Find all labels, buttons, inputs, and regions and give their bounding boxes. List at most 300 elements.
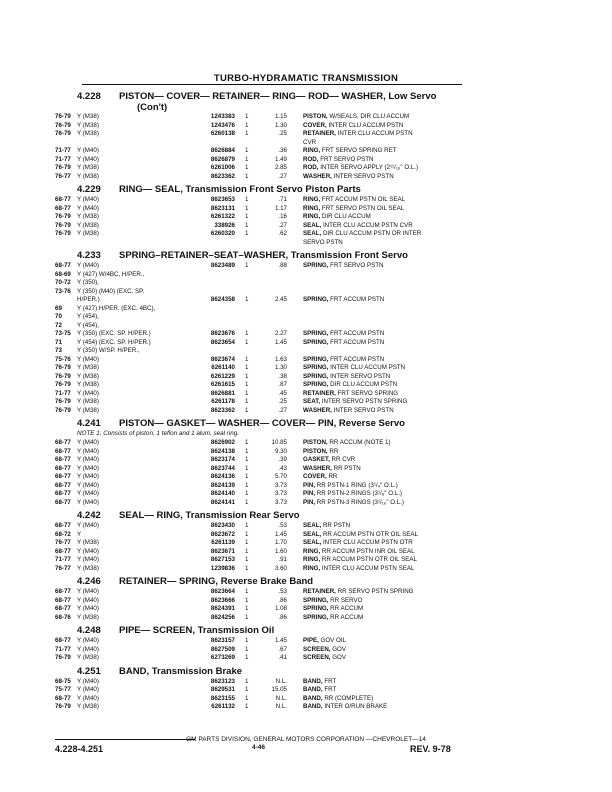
part-number: 6273269 xyxy=(210,654,235,661)
quantity: 1 xyxy=(245,654,249,661)
price: 1.70 xyxy=(274,539,287,546)
price: .36 xyxy=(278,147,287,154)
price: 1.17 xyxy=(274,204,287,212)
price: 1.08 xyxy=(274,605,287,612)
year-range: 76-77 xyxy=(55,564,71,572)
model: Y (M40) xyxy=(77,588,99,595)
section-number: 4.228 xyxy=(77,91,101,102)
part-number: 8624141 xyxy=(210,498,235,506)
year-range: 71 xyxy=(55,338,62,346)
table-row xyxy=(55,473,465,482)
table-row xyxy=(55,522,465,531)
year-range: 68-77 xyxy=(55,456,71,463)
model: Y (M40) xyxy=(77,464,99,472)
section-header xyxy=(55,250,465,262)
year-range: 76-79 xyxy=(55,213,71,220)
year-range: 76-77 xyxy=(55,539,71,546)
year-range: 76-79 xyxy=(55,230,71,237)
model: Y (M40) xyxy=(77,490,99,497)
part-number: 8623744 xyxy=(210,464,235,472)
part-number: 8623155 xyxy=(210,694,235,702)
description: BAND, INTER O/RUN BRAKE xyxy=(303,703,388,710)
section-header xyxy=(55,184,465,196)
year-range: 68-77 xyxy=(55,204,71,212)
section-number: 4.233 xyxy=(77,250,101,261)
year-range: 76-79 xyxy=(55,654,71,661)
model: Y (M40) xyxy=(77,498,99,506)
description: RING, FRT SERVO SPRING RET xyxy=(303,147,397,154)
table-row xyxy=(55,588,465,597)
table-row xyxy=(55,279,465,288)
description: SPRING, FRT ACCUM PSTN xyxy=(303,330,385,337)
part-number: 6260138 xyxy=(210,130,235,137)
quantity: 1 xyxy=(245,338,249,346)
description: WASHER, INTER SERVO PSTN xyxy=(303,406,394,414)
quantity: 1 xyxy=(245,605,249,612)
price: 1.30 xyxy=(274,364,287,371)
price: 1.63 xyxy=(274,355,287,363)
model: Y (M38) xyxy=(77,406,99,414)
model: Y (M40) xyxy=(77,389,99,397)
quantity: 1 xyxy=(245,522,249,529)
quantity: 1 xyxy=(245,330,249,337)
part-number: 8624140 xyxy=(210,490,235,497)
page-title: TURBO-HYDRAMATIC TRANSMISSION xyxy=(213,73,399,84)
parts-list xyxy=(55,88,465,712)
description: RING, FRT ACCUM PSTN OIL SEAL xyxy=(303,196,406,203)
description: SPRING, FRT ACCUM PSTN xyxy=(303,296,385,303)
quantity: 1 xyxy=(245,213,249,220)
quantity: 1 xyxy=(245,439,249,446)
year-range: 68-77 xyxy=(55,605,71,612)
model: Y (350) (EXC. SP. H/PER.) xyxy=(77,330,151,337)
quantity: 1 xyxy=(245,481,249,489)
section-number: 4.229 xyxy=(77,184,101,195)
price: 3.60 xyxy=(274,564,287,572)
price: 3.73 xyxy=(274,498,287,506)
footer-revision: REV. 9-78 xyxy=(410,744,451,754)
year-range: 73-75 xyxy=(55,330,71,337)
quantity: 1 xyxy=(245,398,249,405)
price: .67 xyxy=(278,645,287,653)
model: Y (M40) xyxy=(77,677,99,685)
model: Y xyxy=(77,530,82,538)
header-rule xyxy=(82,84,462,85)
section-number: 4.242 xyxy=(77,510,101,521)
description: RING, INTER CLU ACCUM PSTN SEAL xyxy=(303,564,415,572)
price: .62 xyxy=(278,230,287,237)
model: Y (M40) xyxy=(77,605,99,612)
description: PIN, RR PSTN-3 RINGS (3¹/₁₆" O.L.) xyxy=(303,498,404,506)
part-number: 8624256 xyxy=(210,613,235,621)
price: .53 xyxy=(278,588,287,595)
section-header xyxy=(55,418,465,430)
quantity: 1 xyxy=(245,196,249,203)
part-number: 8623131 xyxy=(210,204,235,212)
part-number: 8623174 xyxy=(210,456,235,463)
year-range: 76-79 xyxy=(55,703,71,710)
price: .91 xyxy=(278,556,287,563)
model: H/PER.) xyxy=(77,296,100,303)
description: SEAL, DIR CLU ACCUM PSTN OR INTER xyxy=(303,230,422,237)
table-row xyxy=(55,339,465,348)
price: 1.49 xyxy=(274,155,287,163)
table-row xyxy=(55,531,465,540)
table-row xyxy=(55,156,465,165)
quantity: 1 xyxy=(245,456,249,463)
part-number: 8623489 xyxy=(210,262,235,269)
model: Y (M38) xyxy=(77,221,99,229)
part-number: 8627509 xyxy=(210,645,235,653)
table-row xyxy=(55,313,465,322)
table-row xyxy=(55,703,465,712)
part-number: 1239836 xyxy=(210,564,235,572)
model: Y (M40) xyxy=(77,473,99,480)
description: SCREEN, GOV xyxy=(303,645,346,653)
model: Y (M40) xyxy=(77,481,99,489)
price: 1.15 xyxy=(274,113,287,120)
table-row xyxy=(55,381,465,390)
description: BAND, RR (COMPLETE) xyxy=(303,694,374,702)
model: Y (M38) xyxy=(77,703,99,710)
price: .41 xyxy=(278,654,287,661)
description: SEAL, INTER CLU ACCUM PSTN CVR xyxy=(303,221,413,229)
part-number: 8626881 xyxy=(210,389,235,397)
price: .53 xyxy=(278,522,287,529)
description: SPRING, RR SERVO xyxy=(303,596,363,604)
year-range: 68-75 xyxy=(55,677,71,685)
part-number: 8623666 xyxy=(210,596,235,604)
table-row xyxy=(55,230,465,239)
year-range: 70-72 xyxy=(55,279,71,286)
model: Y (M40) xyxy=(77,155,99,163)
year-range: 68-77 xyxy=(55,473,71,480)
quantity: 1 xyxy=(245,172,249,180)
price: .16 xyxy=(278,213,287,220)
model: Y (427) W/4BC, H/PER., xyxy=(77,270,145,278)
quantity: 1 xyxy=(245,473,249,480)
table-row xyxy=(55,539,465,548)
year-range: 76-79 xyxy=(55,381,71,388)
model: Y (M38) xyxy=(77,172,99,180)
price: 1.30 xyxy=(274,121,287,129)
table-row xyxy=(55,122,465,131)
part-number: 6261322 xyxy=(210,213,235,220)
model: Y (350), xyxy=(77,279,99,286)
description: RETAINER, FRT SERVO SPRING xyxy=(303,389,399,397)
price: N.L. xyxy=(275,677,287,685)
part-number: 6261139 xyxy=(211,539,235,546)
table-row xyxy=(55,222,465,231)
description: COVER, RR xyxy=(303,473,338,480)
quantity: 1 xyxy=(245,262,249,269)
table-row xyxy=(55,465,465,474)
year-range: 68-77 xyxy=(55,262,71,269)
table-row xyxy=(55,448,465,457)
description: RING, FRT SERVO PSTN OIL SEAL xyxy=(303,204,405,212)
table-row xyxy=(55,565,465,574)
model: Y (454), xyxy=(77,321,99,329)
model: Y (454) (EXC. SP. H/PER.) xyxy=(77,338,151,346)
price: .27 xyxy=(278,172,287,180)
section-header xyxy=(55,666,465,678)
model: Y (M40) xyxy=(77,196,99,203)
description: BAND, FRT xyxy=(303,686,337,693)
price: 5.70 xyxy=(274,473,287,480)
part-number: 8623430 xyxy=(210,522,235,529)
table-row xyxy=(55,678,465,687)
model: Y (M40) xyxy=(77,262,99,269)
table-row xyxy=(55,654,465,663)
model: Y (M40) xyxy=(77,547,99,555)
year-range: 69 xyxy=(55,304,62,312)
price: .45 xyxy=(278,389,287,397)
year-range: 76-79 xyxy=(55,113,71,120)
table-row xyxy=(55,439,465,448)
table-row xyxy=(55,686,465,695)
section-header xyxy=(55,91,465,103)
price: 1.60 xyxy=(274,547,287,555)
price: .25 xyxy=(278,398,287,405)
price: 2.45 xyxy=(274,296,287,303)
part-number: 8623671 xyxy=(210,547,235,555)
table-row xyxy=(55,597,465,606)
price: .25 xyxy=(278,130,287,137)
quantity: 1 xyxy=(245,703,249,710)
table-row xyxy=(55,296,465,305)
year-range: 76-79 xyxy=(55,364,71,371)
quantity: 1 xyxy=(245,530,249,538)
description: SPRING, RR ACCUM xyxy=(303,605,364,612)
year-range: 72 xyxy=(55,321,62,329)
model: Y (M38) xyxy=(77,213,99,220)
part-number: 8626879 xyxy=(210,155,235,163)
description: PIN, RR PSTN-2 RINGS (3¹/₈" O.L.) xyxy=(303,490,402,497)
part-number: 6261132 xyxy=(211,703,235,710)
quantity: 1 xyxy=(245,406,249,414)
section-title: RING— SEAL, Transmission Front Servo Piston Parts xyxy=(119,184,361,195)
description: ROD, FRT SERVO PSTN xyxy=(303,155,374,163)
price: N.L. xyxy=(275,703,287,710)
part-number: 8623362 xyxy=(210,406,235,414)
section-title: RETAINER— SPRING, Reverse Brake Band xyxy=(119,576,314,587)
year-range: 76-79 xyxy=(55,164,71,171)
table-row xyxy=(55,490,465,499)
quantity: 1 xyxy=(245,164,249,171)
price: .27 xyxy=(278,221,287,229)
part-number: 8626902 xyxy=(210,439,235,446)
description: BAND, FRT xyxy=(303,677,337,685)
quantity: 1 xyxy=(245,355,249,363)
year-range: 71-77 xyxy=(55,147,71,154)
model: Y (M38) xyxy=(77,613,99,621)
year-range: 76-79 xyxy=(55,221,71,229)
description: SPRING, RR ACCUM xyxy=(303,613,364,621)
quantity: 1 xyxy=(245,296,249,303)
table-row xyxy=(55,499,465,508)
description: RETAINER, RR SERVO PSTN SPRING xyxy=(303,588,414,595)
quantity: 1 xyxy=(245,556,249,563)
description: SEAT, INTER SERVO PSTN SPRING xyxy=(303,398,408,405)
table-row xyxy=(55,614,465,623)
year-range: 76-79 xyxy=(55,130,71,137)
part-number: 6261006 xyxy=(210,164,235,171)
price: 15.05 xyxy=(271,686,287,693)
model: Y (M40) xyxy=(77,645,99,653)
quantity: 1 xyxy=(245,588,249,595)
quantity: 1 xyxy=(245,147,249,154)
part-number: 6260320 xyxy=(210,230,235,237)
part-number: 8624358 xyxy=(210,296,235,303)
quantity: 1 xyxy=(245,645,249,653)
model: Y (M38) xyxy=(77,654,99,661)
model: Y (M38) xyxy=(77,364,99,371)
year-range: 70 xyxy=(55,313,62,320)
table-row xyxy=(55,356,465,365)
part-number: 8623676 xyxy=(210,330,235,337)
description: SEAL, RR ACCUM PSTN OTR OIL SEAL xyxy=(303,530,418,538)
part-number: 8624138 xyxy=(210,447,235,455)
quantity: 1 xyxy=(245,686,249,693)
year-range: 68-77 xyxy=(55,439,71,446)
footer-page-number: 4-46 xyxy=(252,744,266,751)
table-row xyxy=(55,695,465,704)
table-row xyxy=(55,482,465,491)
part-number: 338926 xyxy=(214,221,235,229)
table-row xyxy=(55,147,465,156)
table-row xyxy=(55,196,465,205)
model: Y (350) (M40) (EXC. SP. xyxy=(77,287,145,295)
model: Y (M40) xyxy=(77,637,99,644)
footer-section-range: 4.228-4.251 xyxy=(55,744,104,754)
model: Y (M40) xyxy=(77,439,99,446)
description: WASHER, INTER SERVO PSTN xyxy=(303,172,394,180)
quantity: 1 xyxy=(245,613,249,621)
year-range: 68-77 xyxy=(55,637,71,644)
table-row xyxy=(55,347,465,356)
model: Y (427) H/PER. (EXC. 4BC), xyxy=(77,304,156,312)
section-header xyxy=(55,625,465,637)
year-range: 68-77 xyxy=(55,498,71,506)
description: SEAL, RR PSTN xyxy=(303,522,351,529)
table-row xyxy=(55,548,465,557)
section-title: PISTON— GASKET— WASHER— COVER— PIN, Reverse Servo xyxy=(119,418,405,429)
price: 2.27 xyxy=(274,330,287,337)
description: SCREEN, GOV xyxy=(303,654,346,661)
price: .43 xyxy=(278,464,287,472)
table-row xyxy=(55,205,465,214)
year-range: 68-77 xyxy=(55,464,71,472)
part-number: 6261178 xyxy=(211,398,235,405)
section-number: 4.241 xyxy=(77,418,101,429)
table-row xyxy=(55,271,465,280)
price: 1.45 xyxy=(274,637,287,644)
model: Y (M40) xyxy=(77,447,99,455)
quantity: 1 xyxy=(245,447,249,455)
year-range: 68-77 xyxy=(55,481,71,489)
table-row xyxy=(55,288,465,297)
model: Y (M38) xyxy=(77,121,99,129)
table-row xyxy=(55,605,465,614)
year-range: 68-77 xyxy=(55,588,71,595)
table-row xyxy=(55,373,465,382)
model: Y (M40) xyxy=(77,596,99,604)
table-row xyxy=(55,646,465,655)
model: Y (M38) xyxy=(77,372,99,380)
part-number: 8623157 xyxy=(210,637,235,644)
quantity: 1 xyxy=(245,596,249,604)
description: SPRING, FRT ACCUM PSTN xyxy=(303,355,385,363)
description: CVR xyxy=(303,138,317,146)
description: SPRING, FRT SERVO PSTN xyxy=(303,262,384,269)
year-range: 76-79 xyxy=(55,406,71,414)
model: Y (M38) xyxy=(77,113,99,120)
year-range: 68-77 xyxy=(55,694,71,702)
section-number: 4.246 xyxy=(77,576,101,587)
part-number: 8623672 xyxy=(210,530,235,538)
quantity: 1 xyxy=(245,464,249,472)
quantity: 1 xyxy=(245,121,249,129)
part-number: 8623362 xyxy=(210,172,235,180)
year-range: 68-77 xyxy=(55,547,71,555)
description: PISTON, RR ACCUM (NOTE 1) xyxy=(303,439,391,446)
description: SPRING, FRT ACCUM PSTN xyxy=(303,338,385,346)
part-number: 1243383 xyxy=(210,113,235,120)
quantity: 1 xyxy=(245,364,249,371)
model: Y (M40) xyxy=(77,456,99,463)
year-range: 71-77 xyxy=(55,155,71,163)
model: Y (350) W/SP. H/PER., xyxy=(77,347,140,354)
table-row xyxy=(55,556,465,565)
table-row xyxy=(55,262,465,271)
model: Y (M38) xyxy=(77,564,99,572)
model: Y (M40) xyxy=(77,556,99,563)
part-number: 8623653 xyxy=(210,196,235,203)
section-title: SPRING–RETAINER–SEAT–WASHER, Transmission Front Servo xyxy=(119,250,408,261)
model: Y (M40) xyxy=(77,686,99,693)
quantity: 1 xyxy=(245,637,249,644)
table-row xyxy=(55,364,465,373)
price: 3.73 xyxy=(274,481,287,489)
year-range: 76-79 xyxy=(55,372,71,380)
table-row xyxy=(55,330,465,339)
price: .88 xyxy=(278,262,287,269)
part-number: 1243476 xyxy=(210,121,235,129)
model: Y (M38) xyxy=(77,398,99,405)
description: GASKET, RR CVR xyxy=(303,456,356,463)
description: COVER, INTER CLU ACCUM PSTN xyxy=(303,121,404,129)
year-range: 76-77 xyxy=(55,172,71,180)
quantity: 1 xyxy=(245,113,249,120)
description: RING, RR ACCUM PSTN OTR OIL SEAL xyxy=(303,556,417,563)
part-number: 6261229 xyxy=(210,372,235,380)
section-title: PIPE— SCREEN, Transmission Oil xyxy=(119,625,275,636)
model: Y (M38) xyxy=(77,164,99,171)
table-row xyxy=(55,139,465,148)
year-range: 68-77 xyxy=(55,596,71,604)
description: WASHER, RR PSTN xyxy=(303,464,361,472)
description: SPRING, INTER CLU ACCUM PSTN xyxy=(303,364,406,371)
description: RETAINER, INTER CLU ACCUM PSTN xyxy=(303,130,413,137)
quantity: 1 xyxy=(245,230,249,237)
model: Y (M40) xyxy=(77,694,99,702)
section-title: PISTON— COVER— RETAINER— RING— ROD— WASHER, Low Servo xyxy=(119,91,437,102)
model: Y (M38) xyxy=(77,539,99,546)
year-range: 68-77 xyxy=(55,447,71,455)
section-header xyxy=(55,576,465,588)
price: 3.73 xyxy=(274,490,287,497)
section-subtitle: (Con't) xyxy=(137,102,168,113)
